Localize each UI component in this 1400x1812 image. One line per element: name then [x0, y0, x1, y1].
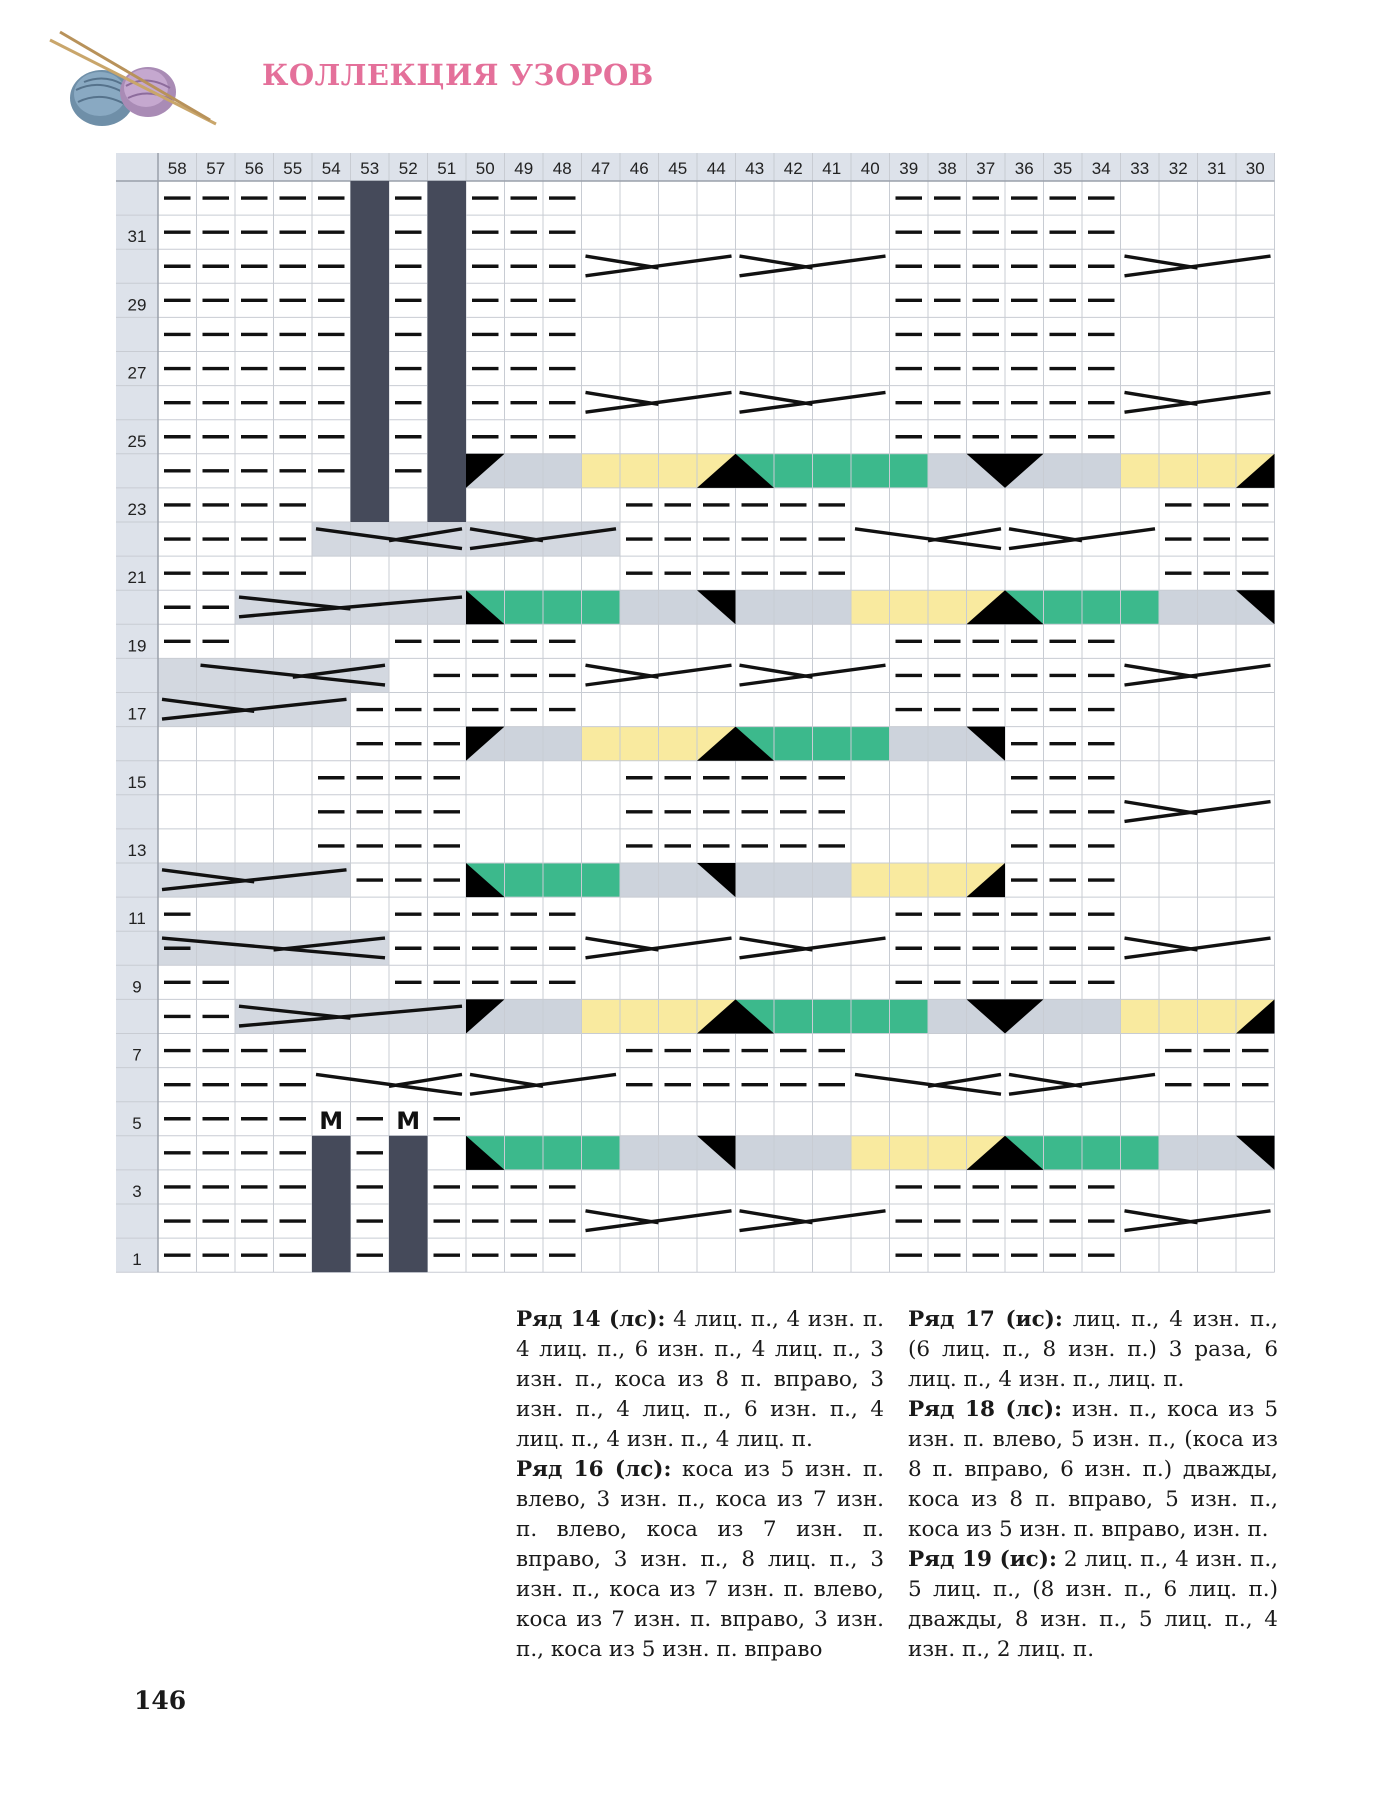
row-label: 27 — [127, 363, 147, 383]
row-label: Ряд 16 (лс): — [516, 1457, 672, 1482]
row-label: 11 — [128, 909, 146, 929]
column-label: 56 — [244, 159, 264, 178]
cable-cross — [470, 1074, 543, 1086]
colored-band — [736, 1136, 852, 1170]
knitting-chart — [116, 153, 1276, 1277]
cable-cross — [1125, 256, 1198, 268]
cable-cross — [586, 256, 659, 268]
row-instruction — [908, 1545, 1278, 1665]
column-label: 36 — [1014, 159, 1034, 178]
slip-stitch-column — [389, 1136, 428, 1272]
colored-band — [736, 590, 852, 624]
row-text: 2 лиц. п., 4 изн. п., 5 лиц. п., (8 изн. п., 6 лиц. п.) дважды, 8 изн. п., 5 лиц. п., 4 изн. п., 2 лиц. п. — [908, 1547, 1278, 1662]
column-label: 33 — [1130, 159, 1150, 178]
cable-cross — [1125, 1211, 1198, 1223]
column-label: 43 — [745, 159, 765, 178]
row-label: 1 — [132, 1250, 142, 1270]
cable-cross — [740, 256, 813, 268]
cable-cross — [586, 665, 659, 677]
cable-cross — [586, 938, 659, 950]
row-label: 13 — [127, 841, 147, 860]
row-label: 25 — [127, 431, 147, 451]
cable-cross — [928, 529, 1001, 541]
slip-stitch-column — [312, 1136, 351, 1272]
row-text: лиц. п., 4 изн. п., (6 лиц. п., 8 изн. п.) 3 раза, 6 лиц. п., 4 изн. п., лиц. п. — [908, 1307, 1279, 1392]
cable-cross — [1125, 802, 1198, 814]
cable-cross — [928, 1074, 1001, 1086]
row-label: 15 — [127, 772, 147, 792]
row-label: 5 — [132, 1113, 142, 1133]
cable-cross — [586, 392, 659, 404]
row-label: 7 — [132, 1045, 142, 1065]
slip-stitch-column — [428, 181, 467, 522]
column-label: 49 — [514, 159, 534, 178]
marker-label: М — [319, 1106, 344, 1135]
column-label: 41 — [822, 159, 842, 178]
row-label: Ряд 17 (ис): — [908, 1307, 1063, 1332]
column-label: 58 — [167, 159, 187, 178]
column-label: 53 — [360, 159, 380, 178]
row-text: 4 лиц. п., 4 изн. п. 4 лиц. п., 6 изн. п., 4 лиц. п., 3 изн. п., коса из 8 п. вправо, 3 изн. п., 4 лиц. п., 6 изн. п., 4 лиц. п., 4 изн. п., 4 лиц. п. — [516, 1307, 884, 1452]
row-instruction — [908, 1395, 1278, 1545]
row-label: Ряд 14 (лс): — [516, 1307, 666, 1332]
cable-cross — [586, 1211, 659, 1223]
column-label: 54 — [321, 159, 341, 178]
marker-label: М — [396, 1106, 421, 1135]
row-label: 21 — [127, 568, 147, 588]
row-label: 3 — [132, 1182, 142, 1201]
page-number: 146 — [134, 1686, 187, 1715]
column-label: 40 — [860, 159, 880, 178]
row-instruction — [516, 1455, 884, 1665]
column-label: 30 — [1245, 159, 1265, 178]
row-label: 9 — [132, 977, 142, 997]
column-label: 42 — [783, 159, 803, 178]
column-label: 52 — [398, 159, 418, 178]
cable-cross — [389, 1074, 462, 1086]
row-label: 23 — [127, 500, 147, 519]
column-label: 38 — [937, 159, 957, 178]
instructions-column-1 — [516, 1305, 884, 1665]
cable-cross — [1009, 1074, 1082, 1086]
column-label: 55 — [283, 159, 303, 178]
cable-cross — [1009, 529, 1082, 541]
slip-stitch-column — [351, 181, 390, 522]
column-label: 45 — [668, 159, 688, 178]
row-text: коса из 5 изн. п. влево, 3 изн. п., коса из 7 изн. п. влево, коса из 7 изн. п. вправо, 3 изн. п., 8 лиц. п., 3 изн. п., коса из 7 изн. п. влево, коса из 7 изн. п. вправо, 3 изн. п., коса из 5 изн. п. вправо — [516, 1457, 884, 1662]
row-instruction — [516, 1305, 884, 1455]
cable-cross — [740, 392, 813, 404]
column-label: 51 — [437, 159, 457, 178]
column-label: 47 — [591, 159, 611, 178]
column-label: 46 — [629, 159, 649, 178]
column-label: 37 — [976, 159, 996, 178]
page-title: КОЛЛЕКЦИЯ УЗОРОВ — [262, 58, 654, 92]
row-label: 29 — [127, 295, 147, 315]
colored-band — [736, 863, 852, 897]
cable-cross — [1125, 665, 1198, 677]
row-label: 19 — [127, 636, 147, 656]
instructions-column-2 — [908, 1305, 1278, 1665]
row-label: Ряд 18 (лс): — [908, 1397, 1063, 1422]
row-instruction — [908, 1305, 1278, 1395]
cable-cross — [740, 1211, 813, 1223]
column-label: 57 — [206, 159, 226, 178]
column-label: 39 — [899, 159, 919, 178]
knitting-chart-svg — [116, 153, 1276, 1273]
column-label: 50 — [475, 159, 495, 178]
column-label: 31 — [1207, 159, 1227, 178]
row-label: 31 — [127, 227, 147, 247]
row-text: изн. п., коса из 5 изн. п. влево, 5 изн. п., (коса из 8 п. вправо, 6 изн. п.) дважды, коса из 8 п. вправо, 5 изн. п., коса из 5 изн. п. вправо, изн. п. — [908, 1397, 1278, 1542]
cable-cross — [740, 665, 813, 677]
row-label: Ряд 19 (ис): — [908, 1547, 1057, 1572]
column-label: 44 — [706, 159, 726, 178]
column-label: 34 — [1091, 159, 1111, 178]
yarn-logo-icon — [40, 28, 220, 132]
column-label: 35 — [1053, 159, 1073, 178]
cable-cross — [1125, 938, 1198, 950]
column-label: 32 — [1168, 159, 1188, 178]
column-label: 48 — [552, 159, 572, 178]
cable-cross — [740, 938, 813, 950]
cable-cross — [1125, 392, 1198, 404]
row-label: 17 — [127, 704, 147, 724]
